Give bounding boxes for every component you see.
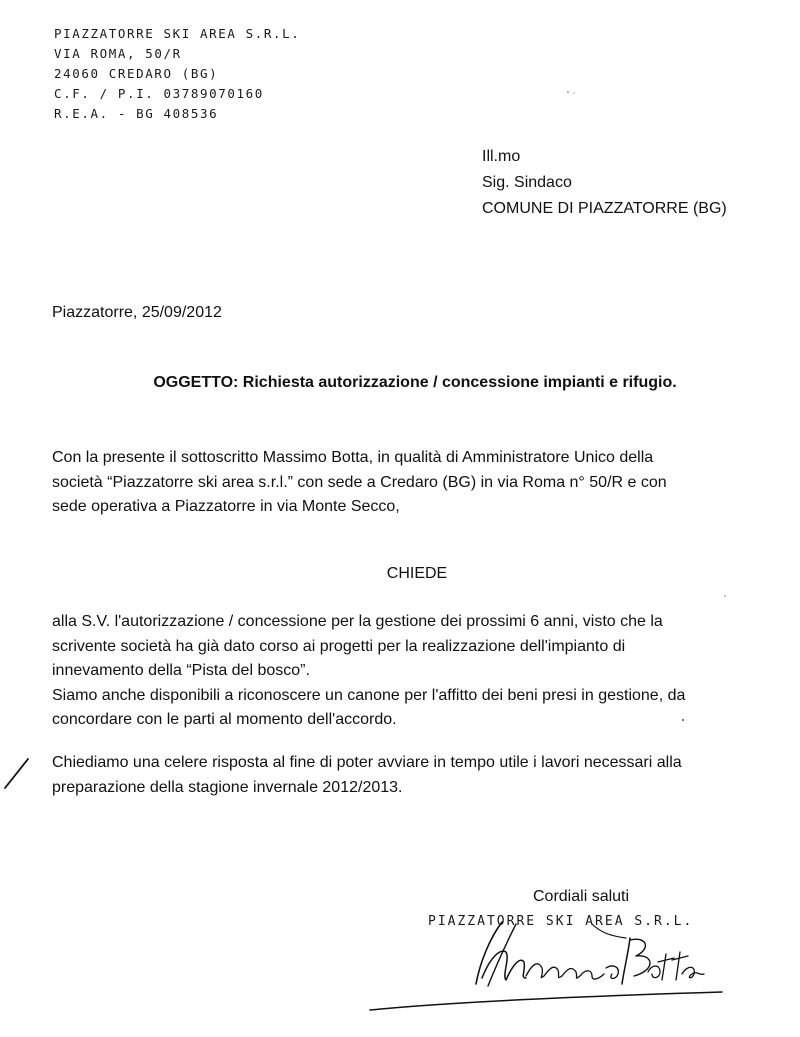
- paragraph-line: alla S.V. l'autorizzazione / concessione per la gestione dei prossimi 6 anni, visto che la: [52, 613, 663, 630]
- company-tax-id: C.F. / P.I. 03789070160: [54, 86, 264, 101]
- recipient-title: Sig. Sindaco: [482, 174, 572, 191]
- company-address: VIA ROMA, 50/R: [54, 46, 182, 61]
- request-heading: CHIEDE: [386, 565, 448, 582]
- company-name: PIAZZATORRE SKI AREA S.R.L.: [54, 26, 301, 41]
- closing-salutation: Cordiali saluti: [533, 888, 630, 905]
- recipient-honorific: Ill.mo: [482, 148, 521, 165]
- paragraph-line: Con la presente il sottoscritto Massimo Botta, in qualità di Amministratore Unico della: [52, 449, 654, 466]
- subject-line: OGGETTO: Richiesta autorizzazione / concessione impianti e rifugio.: [153, 374, 677, 391]
- closing-paragraph: [52, 751, 782, 800]
- paragraph-line: innevamento della “Pista del bosco”.: [52, 662, 310, 679]
- intro-paragraph: [52, 446, 782, 520]
- paragraph-line: sede operativa a Piazzatorre in via Monte Secco,: [52, 498, 400, 515]
- company-stamp: PIAZZATORRE SKI AREA S.R.L.: [428, 914, 694, 929]
- company-rea: R.E.A. - BG 408536: [54, 106, 219, 121]
- signature-image: [330, 918, 750, 1028]
- letterhead: [54, 24, 300, 124]
- recipient-block: [482, 144, 727, 222]
- date-line: Piazzatorre, 25/09/2012: [52, 304, 222, 321]
- paragraph-line: preparazione della stagione invernale 2012/2013.: [52, 778, 403, 796]
- paragraph-line: Chiediamo una celere risposta al fine di poter avviare in tempo utile i lavori necessari alla: [52, 754, 682, 771]
- paragraph-line: scrivente società ha già dato corso ai progetti per la realizzazione dell'impianto di: [52, 637, 626, 655]
- paragraph-line: società “Piazzatorre ski area s.r.l.” con sede a Credaro (BG) in via Roma n° 50/R e con: [52, 473, 667, 491]
- paragraph-line: concordare con le parti al momento dell'accordo.: [52, 711, 397, 728]
- margin-pen-mark: [2, 755, 32, 791]
- company-city: 24060 CREDARO (BG): [54, 66, 219, 81]
- recipient-entity: COMUNE DI PIAZZATORRE (BG): [482, 200, 727, 217]
- paragraph-line: Siamo anche disponibili a riconoscere un canone per l'affitto dei beni presi in gestione, da: [52, 686, 686, 704]
- request-paragraph: [52, 610, 782, 733]
